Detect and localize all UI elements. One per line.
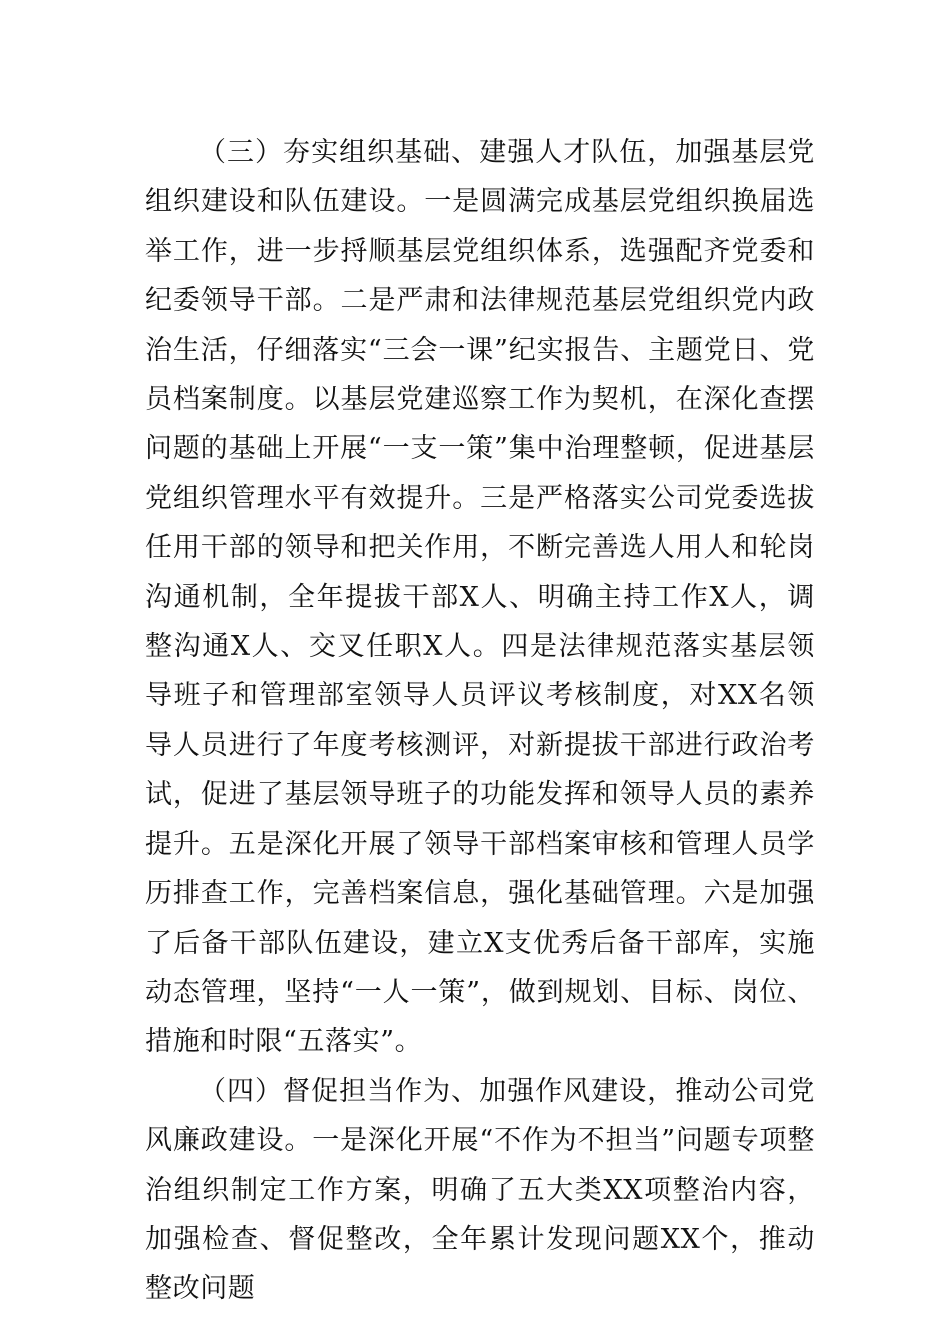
document-page [145, 128, 815, 1314]
paragraph-section-three: （三）夯实组织基础、建强人才队伍，加强基层党组织建设和队伍建设。一是圆满完成基层党组织换届选举工作，进一步捋顺基层党组织体系，选强配齐党委和纪委领导干部。二是严肃和法律规范基层党组织党内政治生活，仔细落实“三会一课”纪实报告、主题党日、党员档案制度。以基层党建巡察工作为契机，在深化查摆问题的基础上开展“一支一策”集中治理整顿，促进基层党组织管理水平有效提升。三是严格落实公司党委选拔任用干部的领导和把关作用，不断完善选人用人和轮岗沟通机制，全年提拔干部X人、明确主持工作X人，调整沟通X人、交叉任职X人。四是法律规范落实基层领导班子和管理部室领导人员评议考核制度，对XX名领导人员进行了年度考核测评，对新提拔干部进行政治考试，促进了基层领导班子的功能发挥和领导人员的素养提升。五是深化开展了领导干部档案审核和管理人员学历排查工作，完善档案信息，强化基础管理。六是加强了后备干部队伍建设，建立X支优秀后备干部库，实施动态管理，坚持“一人一策”，做到规划、目标、岗位、措施和时限“五落实”。 [145, 137, 815, 1058]
paragraph-section-four: （四）督促担当作为、加强作风建设，推动公司党风廉政建设。一是深化开展“不作为不担当”问题专项整治组织制定工作方案，明确了五大类XX项整治内容，加强检查、督促整改，全年累计发现问题XX个，推动整改问题 [145, 1075, 815, 1305]
